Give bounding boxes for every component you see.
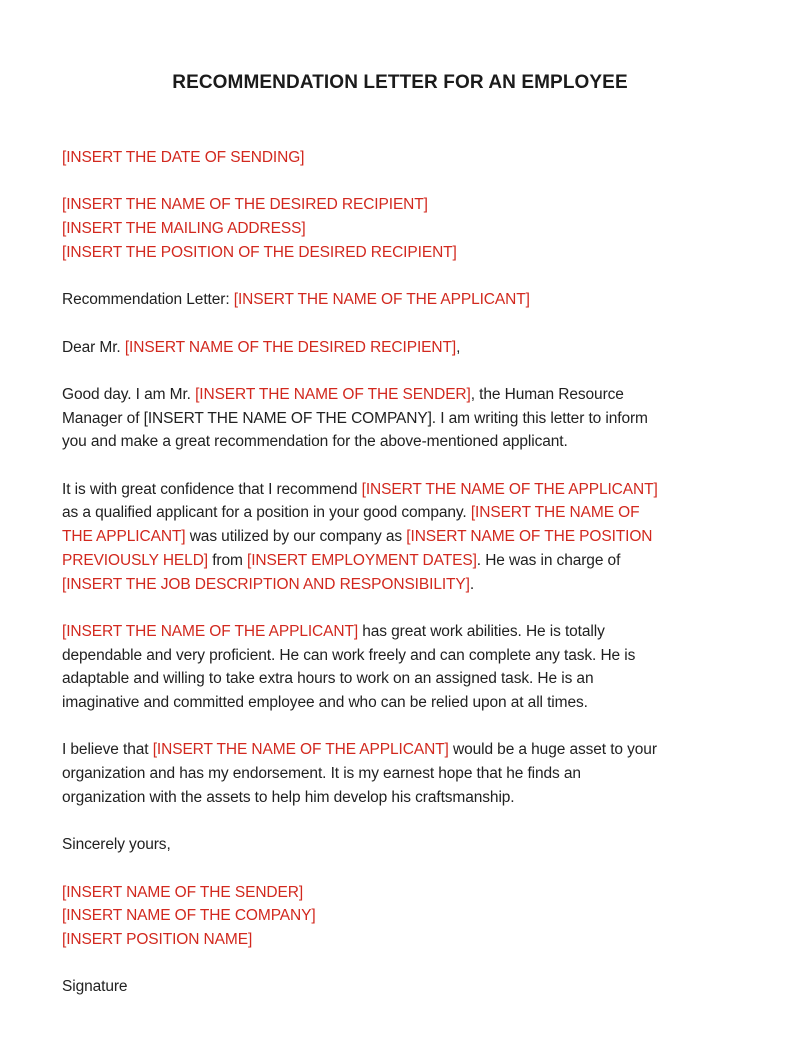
letter-text: as a qualified applicant for a position in your good company. [62,504,471,522]
recipient-block [62,193,742,264]
date-line [62,146,742,170]
letter-line [62,549,742,573]
letter-line [62,478,742,502]
letter-text: . He was in charge of [476,551,621,569]
letter-text: adaptable and willing to take extra hours to work on an assigned task. He is an [62,670,594,688]
paragraph-abilities [62,620,742,715]
placeholder-field: PREVIOUSLY HELD] [62,551,208,569]
placeholder-field: [INSERT THE DATE OF SENDING] [62,149,305,166]
letter-line [62,786,742,810]
letter-text: , the Human Resource [470,385,624,403]
letter-text: It is with great confidence that I recommend [62,480,362,498]
signature-line [62,975,742,999]
placeholder-field: [INSERT EMPLOYMENT DATES] [247,551,477,569]
placeholder-field: [INSERT THE NAME OF THE APPLICANT] [152,741,449,759]
letter-text: Sincerely yours, [62,836,171,854]
letter-line [62,407,742,431]
placeholder-field: [INSERT THE MAILING ADDRESS] [62,220,306,238]
placeholder-field: [INSERT THE NAME OF THE DESIRED RECIPIENT] [62,196,428,214]
letter-text: Good day. I am Mr. [62,385,196,403]
placeholder-field: [INSERT THE POSITION OF THE DESIRED RECIPIENT] [62,243,457,261]
letter-line [62,691,742,715]
paragraph-endorsement [62,738,742,809]
letter-text: organization and has my endorsement. It is my earnest hope that he finds an [62,765,581,783]
letter-line [62,644,742,668]
letter-text: Dear Mr. [62,338,125,356]
subject-line [62,288,742,312]
letter-text: would be a huge asset to your [448,741,657,759]
closing-salutation [62,833,742,857]
placeholder-field: [INSERT NAME OF THE SENDER] [62,883,304,901]
letter-line [62,904,742,928]
placeholder-field: [INSERT THE NAME OF THE SENDER] [195,385,471,403]
letter-title: RECOMMENDATION LETTER FOR AN EMPLOYEE [172,72,628,93]
letter-line [62,501,742,525]
letter-line [62,738,742,762]
placeholder-field: [INSERT NAME OF THE POSITION [406,528,653,546]
letter-text: organization with the assets to help him develop his craftsmanship. [62,788,515,806]
letter-text: was utilized by our company as [185,528,407,546]
letter-text: Signature [62,978,128,996]
letter-line [62,288,742,312]
letter-line [62,573,742,597]
letter-text: , [456,338,461,356]
letter-line [62,667,742,691]
letter-text: dependable and very proficient. He can work freely and can complete any task. He is [62,646,636,664]
letter-line [62,193,742,217]
paragraph-recommendation [62,478,742,597]
letter-text: has great work abilities. He is totally [358,622,605,640]
letter-line [62,620,742,644]
placeholder-field: [INSERT POSITION NAME] [62,931,253,949]
letter-line [62,217,742,241]
placeholder-field: [INSERT THE JOB DESCRIPTION AND RESPONSIBILITY] [62,575,470,593]
placeholder-field: [INSERT THE NAME OF THE APPLICANT] [62,622,359,640]
letter-text: Recommendation Letter: [62,291,234,309]
letter-line [62,928,742,952]
letter-text: Manager of [INSERT THE NAME OF THE COMPANY]. I am writing this letter to inform [62,409,648,427]
placeholder-field: [INSERT NAME OF THE DESIRED RECIPIENT] [124,338,457,356]
placeholder-field: THE APPLICANT] [62,528,186,546]
letter-text: . [469,575,475,593]
placeholder-field: [INSERT THE NAME OF [470,504,640,522]
letter-text: I believe that [62,741,153,759]
letter-line [62,336,742,360]
sender-block [62,881,742,952]
placeholder-field: [INSERT THE NAME OF THE APPLICANT] [361,480,658,498]
letter-line [62,241,742,265]
letter-line [62,881,742,905]
placeholder-field: [INSERT THE NAME OF THE APPLICANT] [233,291,530,309]
letter-text: imaginative and committed employee and who can be relied upon at all times. [62,694,588,712]
letter-line [62,430,742,454]
placeholder-field: [INSERT NAME OF THE COMPANY] [62,907,316,925]
letter-line [62,525,742,549]
letter-text: you and make a great recommendation for the above-mentioned applicant. [62,433,568,451]
salutation-line [62,336,742,360]
paragraph-introduction [62,383,742,454]
letter-line [62,146,742,170]
letter-line [62,383,742,407]
letter-line [62,975,742,999]
letter-line [62,833,742,857]
letter-text: from [208,551,248,569]
letter-line [62,762,742,786]
letter-body [0,146,800,999]
